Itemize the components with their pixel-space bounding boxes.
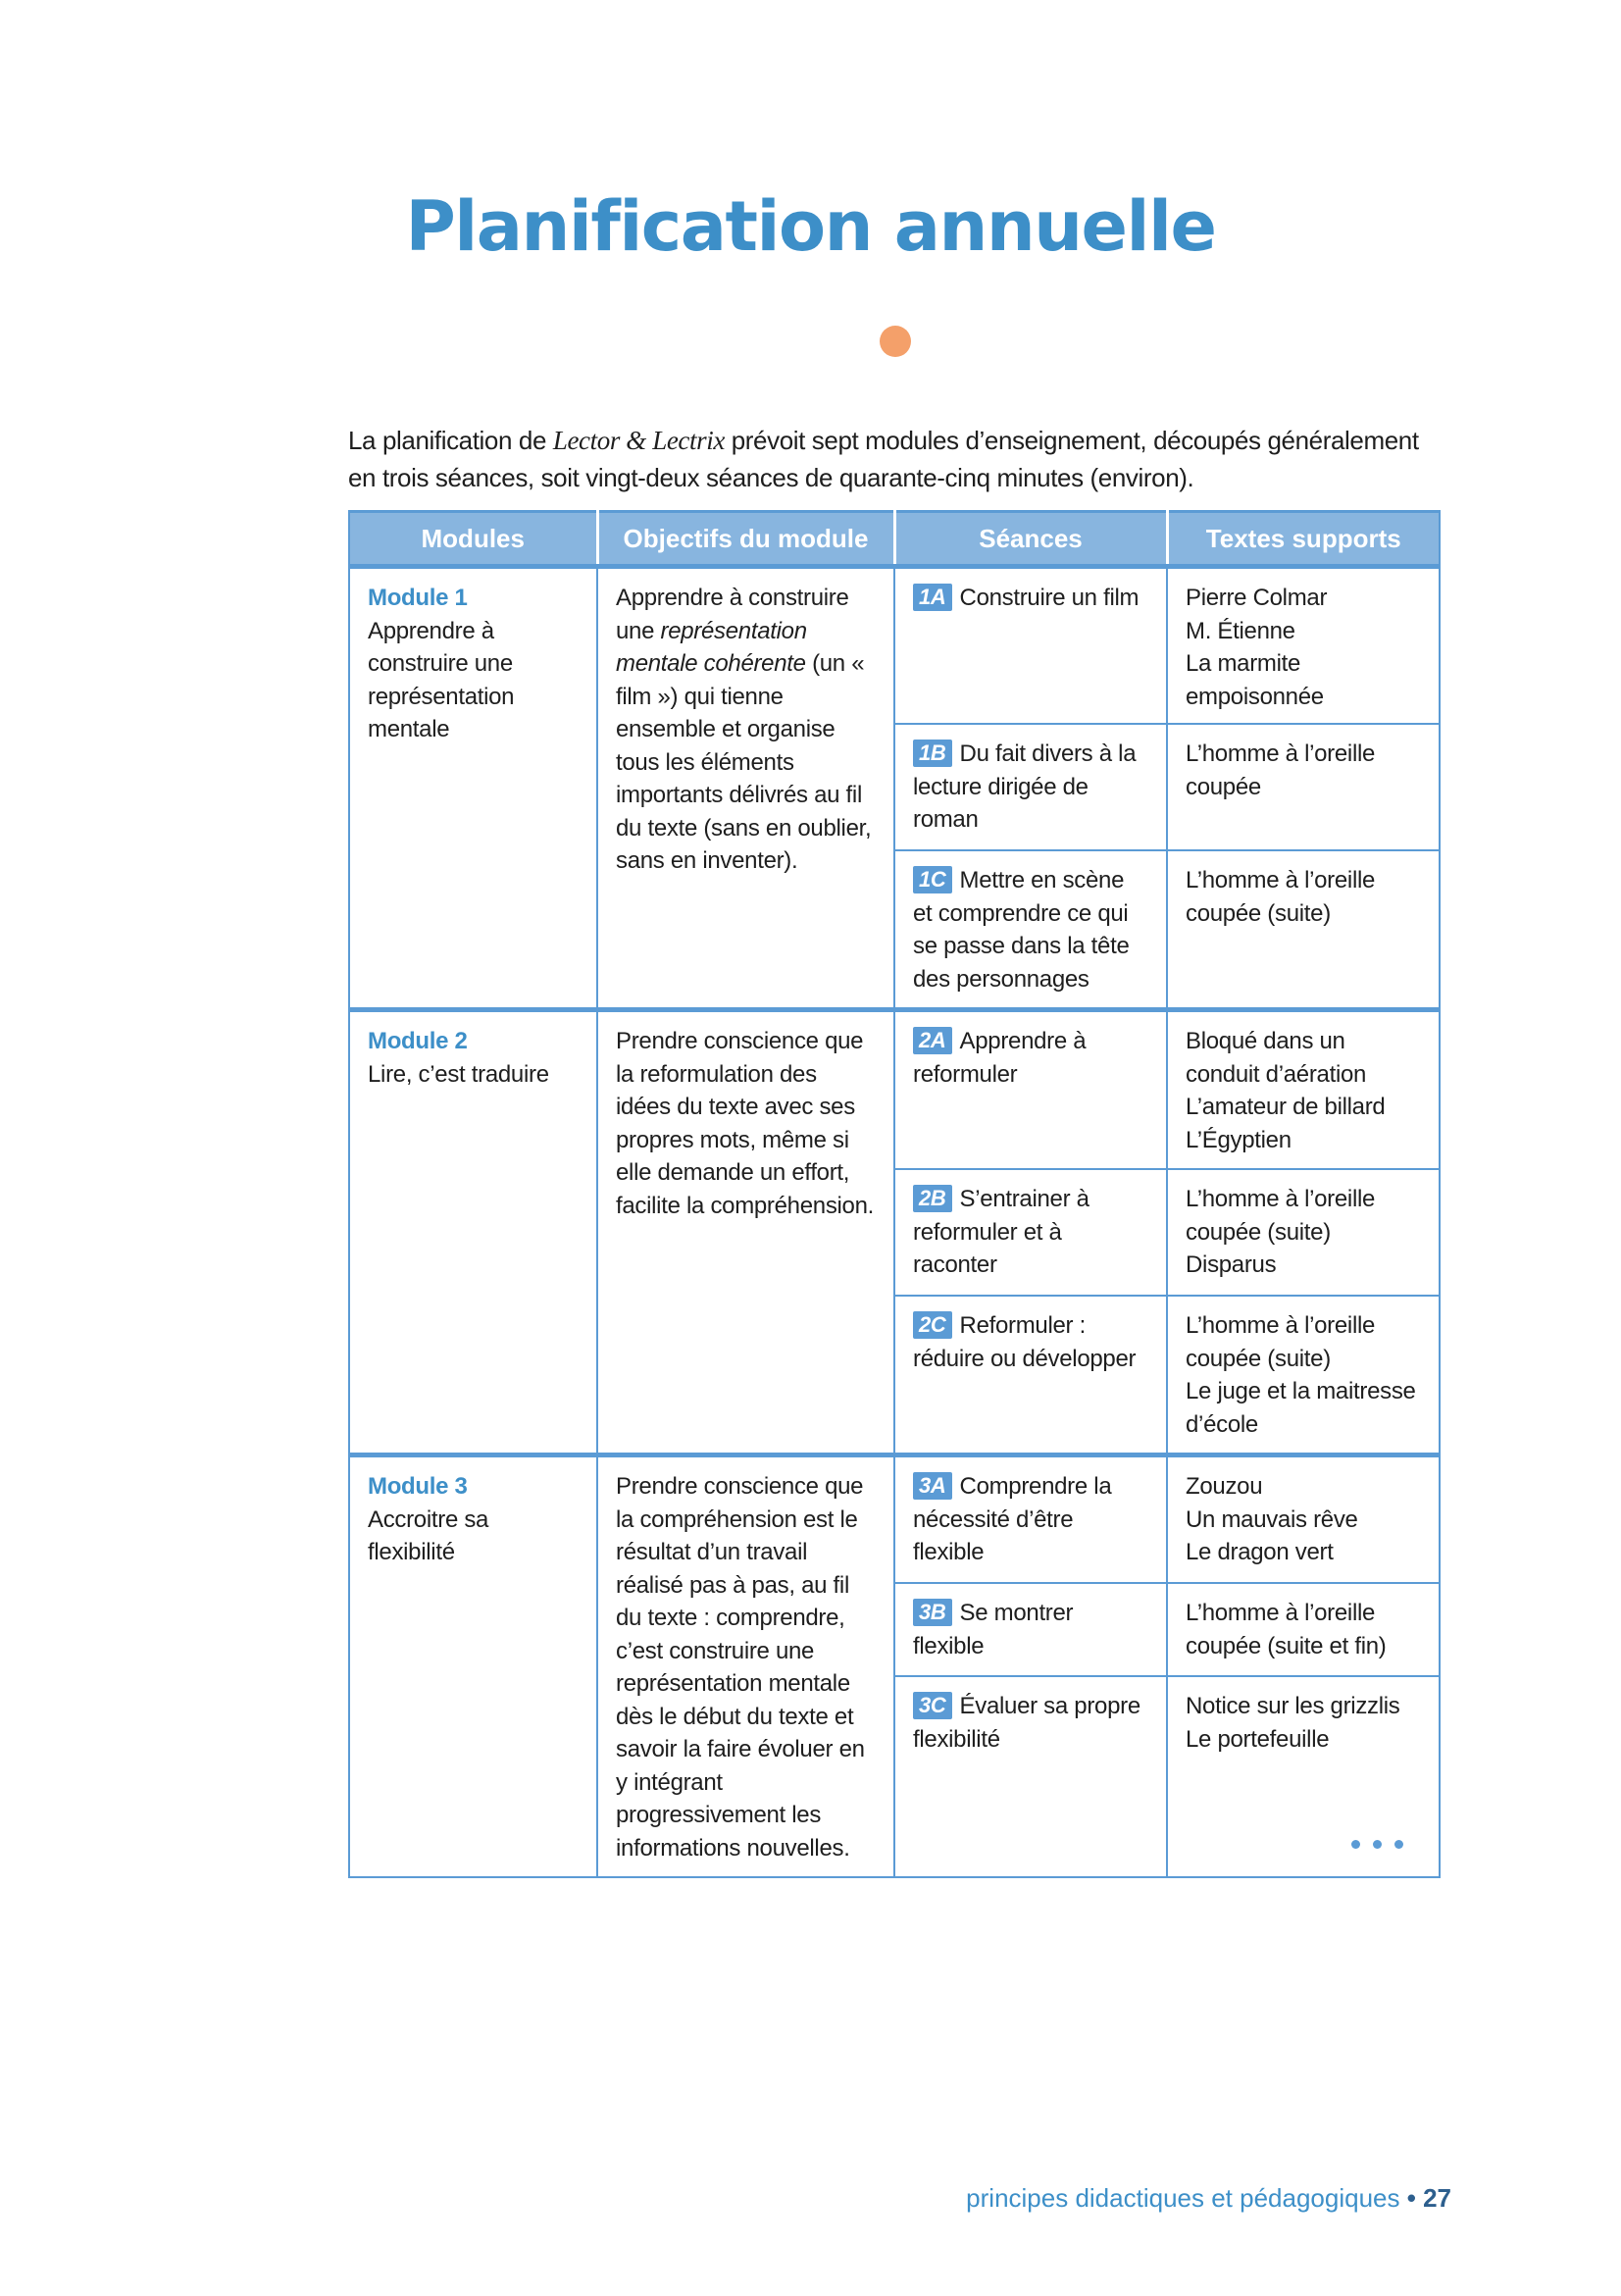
session-title: S’entrainer à reformuler et à raconter <box>913 1186 1089 1278</box>
objective-text: Prendre conscience que la reformulation des idées du texte avec ses propres mots, même si elle demande un effort, facilite la compréhension. <box>616 1028 875 1219</box>
header-texts: Textes supports <box>1167 512 1440 567</box>
session-code-badge: 1A <box>913 584 952 611</box>
session-cell <box>894 1296 1167 1455</box>
session-code-badge: 3B <box>913 1599 952 1626</box>
objective-text: Apprendre à construire une <box>616 585 849 644</box>
page-number: 27 <box>1423 2183 1451 2213</box>
intro-text-end: prévoit sept modules d’enseignement, découpés généralement en trois séances, soit vingt-deux séances de quarante-cinq minutes (environ). <box>348 426 1419 492</box>
session-code-badge: 3C <box>913 1692 952 1719</box>
text-item: L’amateur de billard <box>1186 1094 1386 1120</box>
session-title: Comprendre la nécessité d’être flexible <box>913 1473 1112 1565</box>
module-name: Lire, c’est traduire <box>368 1060 549 1088</box>
module-cell <box>349 1455 597 1878</box>
text-item: Notice sur les grizzlis <box>1186 1693 1400 1719</box>
module-name: Apprendre à construire une représentation mentale <box>368 617 515 742</box>
texts-cell <box>1167 850 1440 1010</box>
texts-cell <box>1167 1583 1440 1676</box>
session-cell <box>894 850 1167 1010</box>
text-item: Le dragon vert <box>1186 1539 1334 1565</box>
texts-cell <box>1167 1296 1440 1455</box>
dot-icon <box>1373 1840 1382 1849</box>
text-item: Un mauvais rêve <box>1186 1505 1358 1533</box>
text-item: L’homme à l’oreille coupée (suite) <box>1186 1312 1376 1372</box>
session-title: Se montrer flexible <box>913 1600 1074 1659</box>
module-label: Module 1 <box>368 585 468 611</box>
session-cell <box>894 1583 1167 1676</box>
header-modules: Modules <box>349 512 597 567</box>
page-title: Planification annuelle <box>405 186 1216 267</box>
intro-paragraph <box>348 422 1446 496</box>
session-title: Du fait divers à la lecture dirigée de roman <box>913 740 1137 833</box>
session-cell <box>894 1455 1167 1584</box>
table-header-row <box>349 512 1440 567</box>
text-item: L’Égyptien <box>1186 1126 1292 1153</box>
text-item: M. Étienne <box>1186 617 1295 644</box>
objective-text: Prendre conscience que la compréhension est le résultat d’un travail réalisé pas à pas, au fil du texte : comprendre, c’est construire une représentation mentale dès le début du texte et savoir la faire évoluer en y intégrant progressivement les informations nouvelles. <box>616 1473 865 1862</box>
texts-cell <box>1167 567 1440 725</box>
texts-cell <box>1167 1010 1440 1170</box>
table-row <box>349 567 1440 725</box>
objective-cell <box>597 1010 894 1455</box>
text-item: Pierre Colmar <box>1186 585 1328 611</box>
table-row <box>349 1010 1440 1170</box>
orange-dot-ornament <box>880 326 911 357</box>
header-sessions: Séances <box>894 512 1167 567</box>
dot-icon <box>1394 1840 1403 1849</box>
text-item: L’homme à l’oreille coupée (suite et fin) <box>1186 1600 1387 1659</box>
session-cell <box>894 1010 1167 1170</box>
module-cell <box>349 567 597 1010</box>
text-item: Bloqué dans un conduit d’aération <box>1186 1028 1367 1088</box>
book-title: Lector & Lectrix <box>552 426 725 455</box>
table-row <box>349 1455 1440 1584</box>
session-code-badge: 2B <box>913 1185 952 1212</box>
session-code-badge: 1C <box>913 866 952 893</box>
session-code-badge: 3A <box>913 1472 952 1500</box>
session-code-badge: 1B <box>913 740 952 767</box>
session-cell <box>894 1169 1167 1296</box>
session-title: Apprendre à reformuler <box>913 1028 1087 1088</box>
page-footer <box>966 2183 1451 2214</box>
objective-text-end: (un « film ») qui tienne ensemble et organise tous les éléments importants délivrés au fil du texte (sans en oublier, sans en inventer). <box>616 650 872 874</box>
intro-text-start: La planification de <box>348 426 553 455</box>
module-cell <box>349 1010 597 1455</box>
texts-cell <box>1167 724 1440 850</box>
text-item: Le juge et la maitresse d’école <box>1186 1378 1416 1438</box>
planning-table <box>348 510 1441 1878</box>
footer-section: principes didactiques et pédagogiques <box>966 2183 1400 2213</box>
texts-cell <box>1167 1455 1440 1584</box>
text-item: La marmite empoisonnée <box>1186 650 1324 710</box>
text-item: Le portefeuille <box>1186 1725 1330 1753</box>
module-label: Module 2 <box>368 1028 468 1054</box>
text-item: Disparus <box>1186 1251 1277 1278</box>
session-cell <box>894 1676 1167 1877</box>
text-item: L’homme à l’oreille coupée (suite) <box>1186 1186 1376 1246</box>
session-code-badge: 2A <box>913 1027 952 1054</box>
session-title: Construire un film <box>959 585 1140 611</box>
continuation-dots <box>1351 1840 1440 1856</box>
session-title: Reformuler : réduire ou développer <box>913 1312 1137 1372</box>
dot-icon <box>1351 1840 1360 1849</box>
session-title: Mettre en scène et comprendre ce qui se passe dans la tête des personnages <box>913 867 1130 993</box>
session-cell <box>894 567 1167 725</box>
session-cell <box>894 724 1167 850</box>
objective-cell <box>597 1455 894 1878</box>
module-label: Module 3 <box>368 1473 468 1500</box>
session-title: Évaluer sa propre flexibilité <box>913 1693 1140 1753</box>
objective-emphasis: représentation mentale cohérente <box>616 617 807 677</box>
text-item: L’homme à l’oreille coupée <box>1186 740 1376 800</box>
text-item: L’homme à l’oreille coupée (suite) <box>1186 867 1376 927</box>
text-item: Zouzou <box>1186 1473 1263 1500</box>
session-code-badge: 2C <box>913 1311 952 1339</box>
module-name: Accroitre sa flexibilité <box>368 1505 489 1565</box>
header-objectives: Objectifs du module <box>597 512 894 567</box>
texts-cell <box>1167 1169 1440 1296</box>
footer-separator: • <box>1406 2183 1416 2213</box>
objective-cell <box>597 567 894 1010</box>
